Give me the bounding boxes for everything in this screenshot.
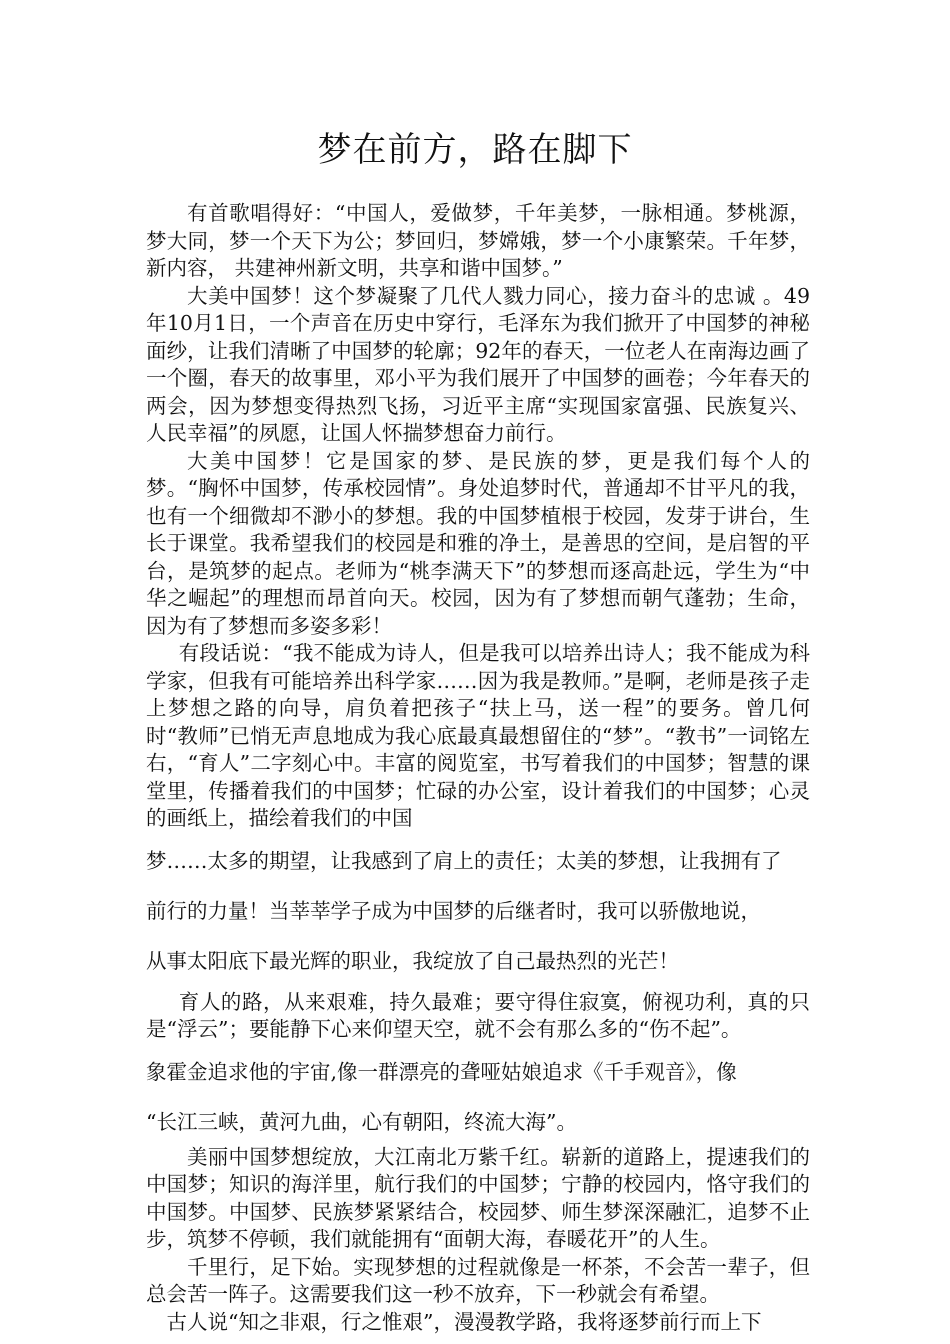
paragraph-campus: 大美中国梦！它是国家的梦、是民族的梦，更是我们每个人的梦。“胸怀中国梦，传承校园情”。身处追梦时代，普通却不甘平凡的我，也有一个细微却不渺小的梦想。我的中国梦植根于校园，发芽于讲台，生长于课堂。我希望我们的校园是和雅的净土，是善思的空间，是启智的平台，是筑梦的起点。老师为“桃李满天下”的梦想而逐高赴远，学生为“中华之崛起”的理想而昂首向天。校园，因为有了梦想而朝气蓬勃；生命，因为有了梦想而多姿多彩！ (146, 448, 810, 638)
paragraph-line: “长江三峡，黄河九曲，心有朝阳，终流大海”。 (146, 1109, 577, 1134)
paragraph-beautiful-dream: 美丽中国梦想绽放，大江南北万紫千红。崭新的道路上，提速我们的中国梦；知识的海洋里，航行我们的中国梦；宁静的校园内，恪守我们的中国梦。中国梦、民族梦紧紧结合，校园梦、师生梦深深融汇，追梦不止步，筑梦不停顿，我们就能拥有“面朝大海，春暖花开”的人生。 (146, 1144, 810, 1251)
document-title: 梦在前方，路在脚下 (317, 130, 633, 170)
paragraph-line: 象霍金追求他的宇宙,像一群漂亮的聋哑姑娘追求《千手观音》，像 (146, 1059, 737, 1084)
paragraph-ancient-saying: 古人说“知之非艰，行之惟艰”，漫漫教学路，我将逐梦前行而上下 (166, 1309, 762, 1334)
paragraph-line: 前行的力量！当莘莘学子成为中国梦的后继者时，我可以骄傲地说， (146, 898, 761, 923)
paragraph-line: 从事太阳底下最光辉的职业，我绽放了自己最热烈的光芒！ (146, 948, 679, 973)
paragraph-journey: 千里行，足下始。实现梦想的过程就像是一杯茶，不会苦一辈子，但总会苦一阵子。这需要我们这一秒不放弃，下一秒就会有希望。 (146, 1254, 810, 1306)
paragraph-line: 梦……太多的期望，让我感到了肩上的责任；太美的梦想，让我拥有了 (146, 848, 782, 873)
paragraph-history: 大美中国梦！这个梦凝聚了几代人戮力同心，接力奋斗的忠诚 。49年10月1日，一个声音在历史中穿行，毛泽东为我们掀开了中国梦的神秘面纱，让我们清晰了中国梦的轮廓；92年的春天，一位老人在南海边画了一个圈，春天的故事里，邓小平为我们展开了中国梦的画卷；今年春天的两会，因为梦想变得热烈飞扬，习近平主席“实现国家富强、民族复兴、人民幸福”的夙愿，让国人怀揣梦想奋力前行。 (146, 283, 810, 445)
paragraph-teacher: 有段话说：“我不能成为诗人，但是我可以培养出诗人；我不能成为科学家，但我有可能培养出科学家……因为我是教师。”是啊，老师是孩子走上梦想之路的向导，肩负着把孩子“扶上马，送一程”的要务。曾几何时“教师”已悄无声息地成为我心底最真最想留住的“梦”。“教书”一词铭左右，“育人”二字刻心中。丰富的阅览室，书写着我们的中国梦；智慧的课堂里，传播着我们的中国梦；忙碌的办公室，设计着我们的中国梦；心灵的画纸上，描绘着我们的中国 (146, 641, 810, 830)
paragraph-education-path: 育人的路，从来艰难，持久最难；要守得住寂寞，俯视功利，真的只是“浮云”；要能静下心来仰望天空，就不会有那么多的“伤不起”。 (146, 989, 810, 1041)
paragraph-song: 有首歌唱得好：“中国人，爱做梦，千年美梦，一脉相通。梦桃源，梦大同，梦一个天下为公；梦回归，梦嫦娥，梦一个小康繁荣。千年梦，新内容， 共建神州新文明，共享和谐中国梦。” (146, 201, 810, 280)
document-body (146, 200, 810, 1336)
